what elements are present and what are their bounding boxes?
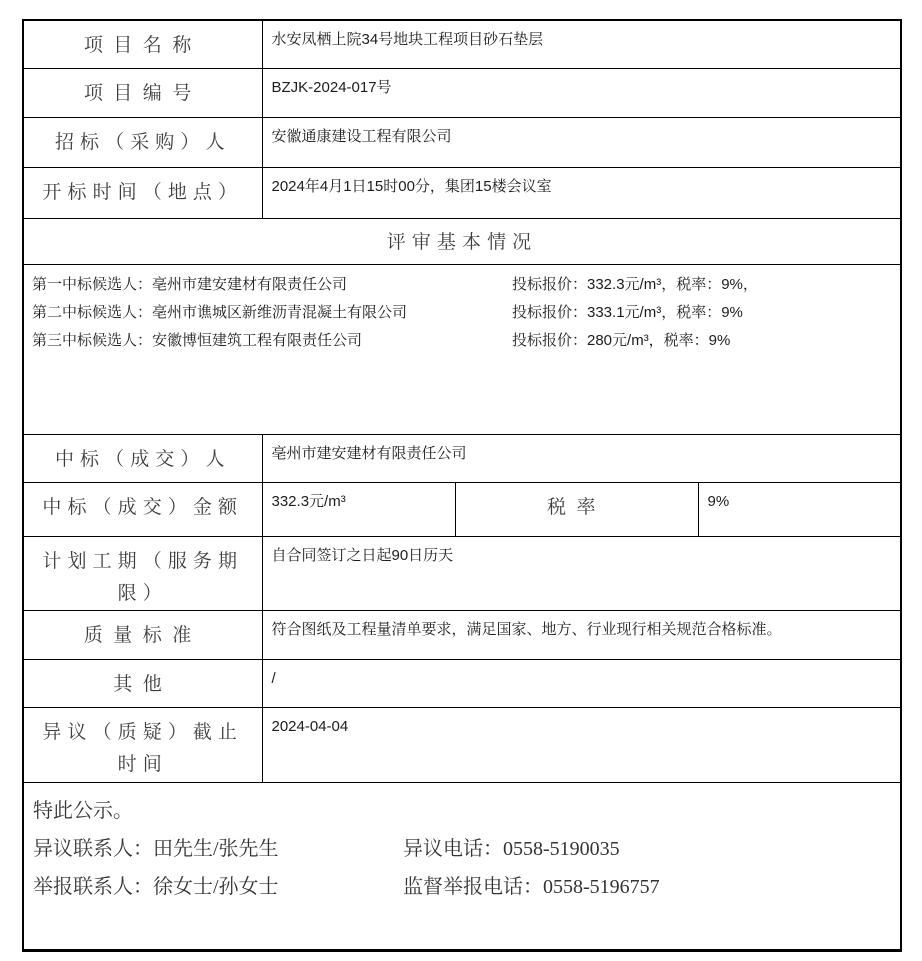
candidate-line-1 (32, 271, 892, 299)
footer-cell (23, 782, 901, 950)
bid-opening-label: 开标时间（地点） (23, 167, 262, 218)
project-number-value: BZJK-2024-017号 (262, 68, 901, 117)
quality-standard-value: 符合图纸及工程量清单要求，满足国家、地方、行业现行相关规范合格标准。 (262, 610, 901, 659)
other-value: / (262, 659, 901, 707)
objection-contact: 异议联系人：田先生/张先生 (33, 837, 279, 860)
footer-row (23, 782, 901, 950)
quality-standard-row (23, 610, 901, 659)
candidate-line-2 (32, 299, 892, 327)
award-amount-label: 中标（成交）金额 (23, 482, 262, 536)
winner-label: 中标（成交）人 (23, 434, 262, 482)
report-contact-line (33, 868, 892, 906)
objection-deadline-row (23, 707, 901, 782)
tenderer-label: 招标（采购）人 (23, 117, 262, 167)
tax-rate-value: 9% (698, 482, 901, 536)
project-number-row (23, 68, 901, 117)
project-name-label: 项目名称 (23, 20, 262, 68)
candidate-1-bid: 投标报价：332.3元/m³，税率：9%， (512, 275, 758, 293)
objection-contact-line (33, 830, 892, 868)
bid-opening-row (23, 167, 901, 218)
review-header-row (23, 218, 901, 264)
candidate-3-bid: 投标报价：280元/m³，税率：9% (512, 331, 731, 349)
candidates-cell (23, 264, 901, 434)
objection-deadline-value: 2024-04-04 (262, 707, 901, 782)
candidate-2-bid: 投标报价：333.1元/m³，税率：9% (512, 303, 743, 321)
candidate-3-name: 第三中标候选人：安徽博恒建筑工程有限责任公司 (32, 331, 363, 349)
public-notice-statement: 特此公示。 (33, 799, 133, 822)
candidate-line-3 (32, 327, 892, 355)
quality-standard-label: 质量标准 (23, 610, 262, 659)
tenderer-value: 安徽通康建设工程有限公司 (262, 117, 901, 167)
winner-value: 亳州市建安建材有限责任公司 (262, 434, 901, 482)
tenderer-row (23, 117, 901, 167)
report-contact: 举报联系人：徐女士/孙女士 (33, 875, 279, 898)
award-amount-row (23, 482, 901, 536)
review-section-title: 评审基本情况 (23, 218, 901, 264)
work-period-label: 计划工期（服务期限） (23, 536, 262, 610)
bid-opening-value: 2024年4月1日15时00分，集团15楼会议室 (262, 167, 901, 218)
project-name-row (23, 20, 901, 68)
other-row (23, 659, 901, 707)
candidate-1-name: 第一中标候选人：亳州市建安建材有限责任公司 (32, 275, 348, 293)
other-label: 其他 (23, 659, 262, 707)
objection-deadline-label: 异议（质疑）截止时间 (23, 707, 262, 782)
report-phone: 监督举报电话：0558-5196757 (403, 875, 660, 898)
project-name-value: 水安凤栖上院34号地块工程项目砂石垫层 (262, 20, 901, 68)
candidates-row (23, 264, 901, 434)
work-period-row (23, 536, 901, 610)
tax-rate-label: 税率 (455, 482, 698, 536)
candidate-2-name: 第二中标候选人：亳州市谯城区新维沥青混凝土有限公司 (32, 303, 408, 321)
work-period-value: 自合同签订之日起90日历天 (262, 536, 901, 610)
award-amount-value: 332.3元/m³ (262, 482, 455, 536)
project-number-label: 项目编号 (23, 68, 262, 117)
winner-row (23, 434, 901, 482)
objection-phone: 异议电话：0558-5190035 (403, 837, 620, 860)
bid-notice-table (22, 19, 902, 952)
